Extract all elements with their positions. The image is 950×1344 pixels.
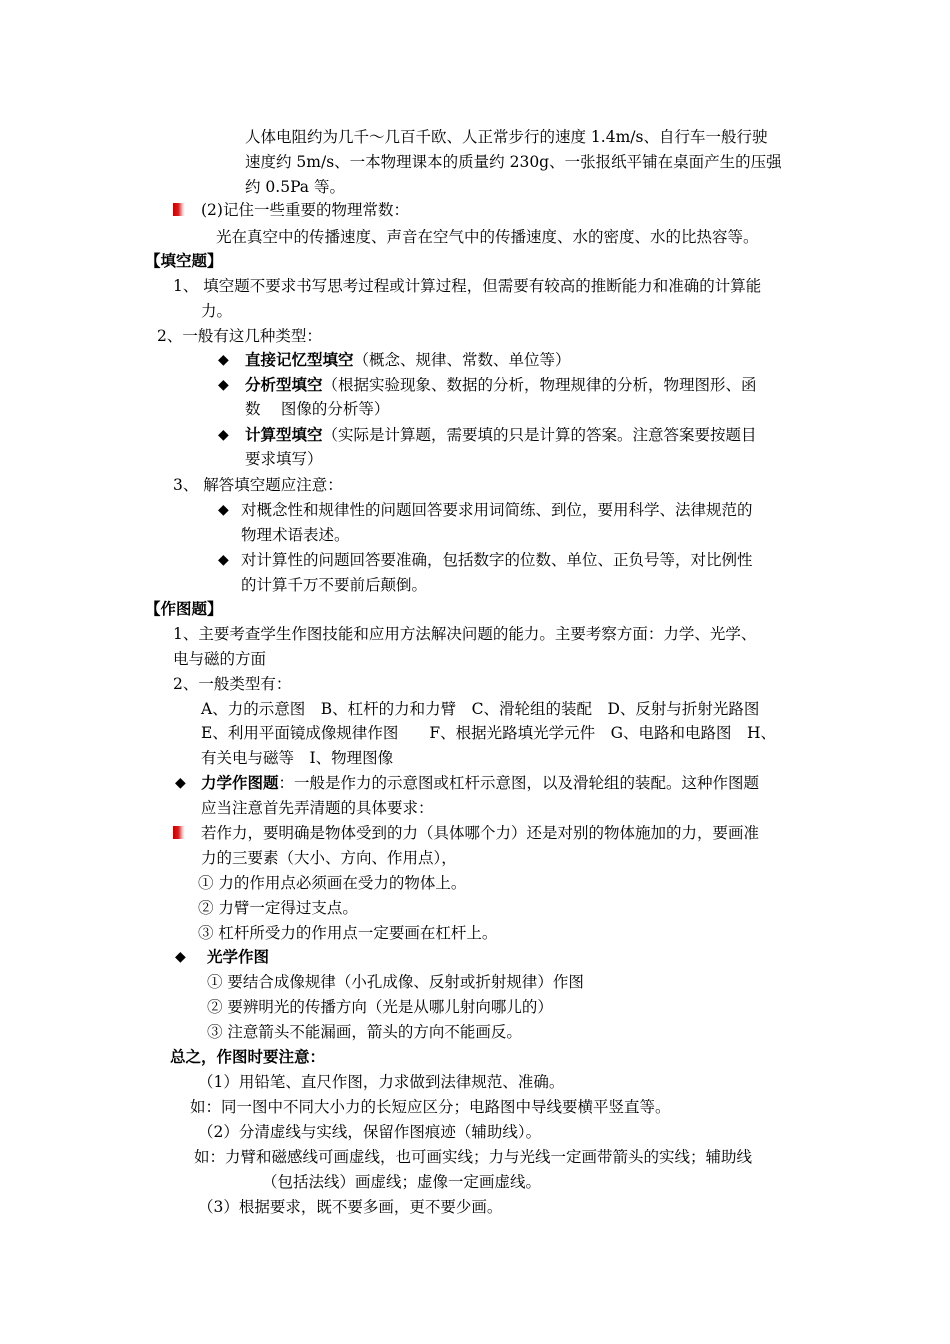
text-line: （2）分清虚线与实线，保留作图痕迹（辅助线）。 [198,1123,542,1141]
term-description: （根据实验现象、数据的分析，物理规律的分析，物理图形、函 [322,376,757,394]
text-line: 物理术语表述。 [241,526,350,544]
diamond-bullet-icon: ◆ [218,352,229,368]
text-line: E、利用平面镜成像规律作图 F、根据光路填光学元件 G、电路和电路图 H、 [201,724,776,742]
text-line: 力。 [201,302,233,320]
red-square-bullet-icon [173,203,185,216]
text-line: 3、 解答填空题应注意： [173,476,343,494]
bold-term: 计算型填空 [245,425,323,444]
diamond-bullet-icon: ◆ [175,949,186,965]
text-line: 数 图像的分析等） [245,400,390,418]
text-line: 对计算性的问题回答要准确，包括数字的位数、单位、正负号等，对比例性 [241,551,753,569]
text-line: 力的三要素（大小、方向、作用点）， [201,849,457,867]
text-line: 如：同一图中不同大小力的长短应区分；电路图中导线要横平竖直等。 [190,1098,671,1116]
text-line: ③ 注意箭头不能漏画，箭头的方向不能画反。 [207,1023,522,1041]
text-line: 约 0.5Pa 等。 [245,178,345,196]
text-line: ② 要辨明光的传播方向（光是从哪儿射向哪儿的） [207,998,553,1016]
diamond-bullet-icon: ◆ [218,502,229,518]
text-line: 的计算千万不要前后颠倒。 [241,576,428,594]
bold-term: 分析型填空 [245,375,323,394]
text-line: 速度约 5m/s、一本物理课本的质量约 230g、一张报纸平铺在桌面产生的压强 [245,153,782,171]
text-line: 1、主要考查学生作图技能和应用方法解决问题的能力。主要考察方面：力学、光学、 [173,625,757,643]
text-line [245,374,757,398]
section-heading-drawing: 【作图题】 [145,599,223,618]
term-description: （概念、规律、常数、单位等） [353,351,571,369]
text-line: （1）用铅笔、直尺作图，力求做到法律规范、准确。 [198,1073,565,1091]
text-line: 光在真空中的传播速度、声音在空气中的传播速度、水的密度、水的比热容等。 [216,228,759,246]
section-heading-fill-in: 【填空题】 [145,251,223,270]
text-line: （包括法线）画虚线；虚像一定画虚线。 [262,1173,542,1191]
diamond-bullet-icon: ◆ [175,775,186,791]
text-line: 如：力臂和磁感线可画虚线，也可画实线；力与光线一定画带箭头的实线；辅助线 [194,1148,753,1166]
diamond-bullet-icon: ◆ [218,377,229,393]
text-line: ② 力臂一定得过支点。 [198,899,358,917]
red-square-bullet-icon [173,826,185,839]
text-line: ① 要结合成像规律（小孔成像、反射或折射规律）作图 [207,973,584,991]
text-line: 电与磁的方面 [173,650,267,668]
text-line: 有关电与磁等 I、物理图像 [201,749,394,767]
term-description: ：一般是作力的示意图或杠杆示意图，以及滑轮组的装配。这种作图题 [278,774,760,792]
text-line: 1、 填空题不要求书写思考过程或计算过程，但需要有较高的推断能力和准确的计算能 [173,277,762,295]
text-line: 2、一般有这几种类型： [157,327,322,345]
bold-term: 力学作图题 [201,773,279,792]
text-line: 应当注意首先弄清题的具体要求： [201,799,434,817]
bold-term: 直接记忆型填空 [245,350,354,369]
text-line [245,349,571,373]
term-description: （实际是计算题，需要填的只是计算的答案。注意答案要按题目 [322,426,757,444]
diamond-bullet-icon: ◆ [218,552,229,568]
subheading-optics: 光学作图 [207,947,270,966]
text-line: 要求填写） [245,450,323,468]
diamond-bullet-icon: ◆ [218,427,229,443]
text-line: ① 力的作用点必须画在受力的物体上。 [198,874,467,892]
text-line: 若作力，要明确是物体受到的力（具体哪个力）还是对别的物体施加的力，要画准 [201,824,760,842]
text-line: 2、一般类型有： [173,675,292,693]
text-line: A、力的示意图 B、杠杆的力和力臂 C、滑轮组的装配 D、反射与折射光路图 [201,700,760,718]
text-line: (2)记住一些重要的物理常数： [201,201,409,219]
text-line [201,772,759,796]
text-line: 人体电阻约为几千～几百千欧、人正常步行的速度 1.4m/s、自行车一般行驶 [245,128,768,146]
text-line: 对概念性和规律性的问题回答要求用词简练、到位，要用科学、法律规范的 [241,501,753,519]
text-line: （3）根据要求，既不要多画，更不要少画。 [198,1198,503,1216]
text-line: ③ 杠杆所受力的作用点一定要画在杠杆上。 [198,924,498,942]
subheading-summary: 总之，作图时要注意： [170,1047,326,1066]
text-line [245,424,757,448]
